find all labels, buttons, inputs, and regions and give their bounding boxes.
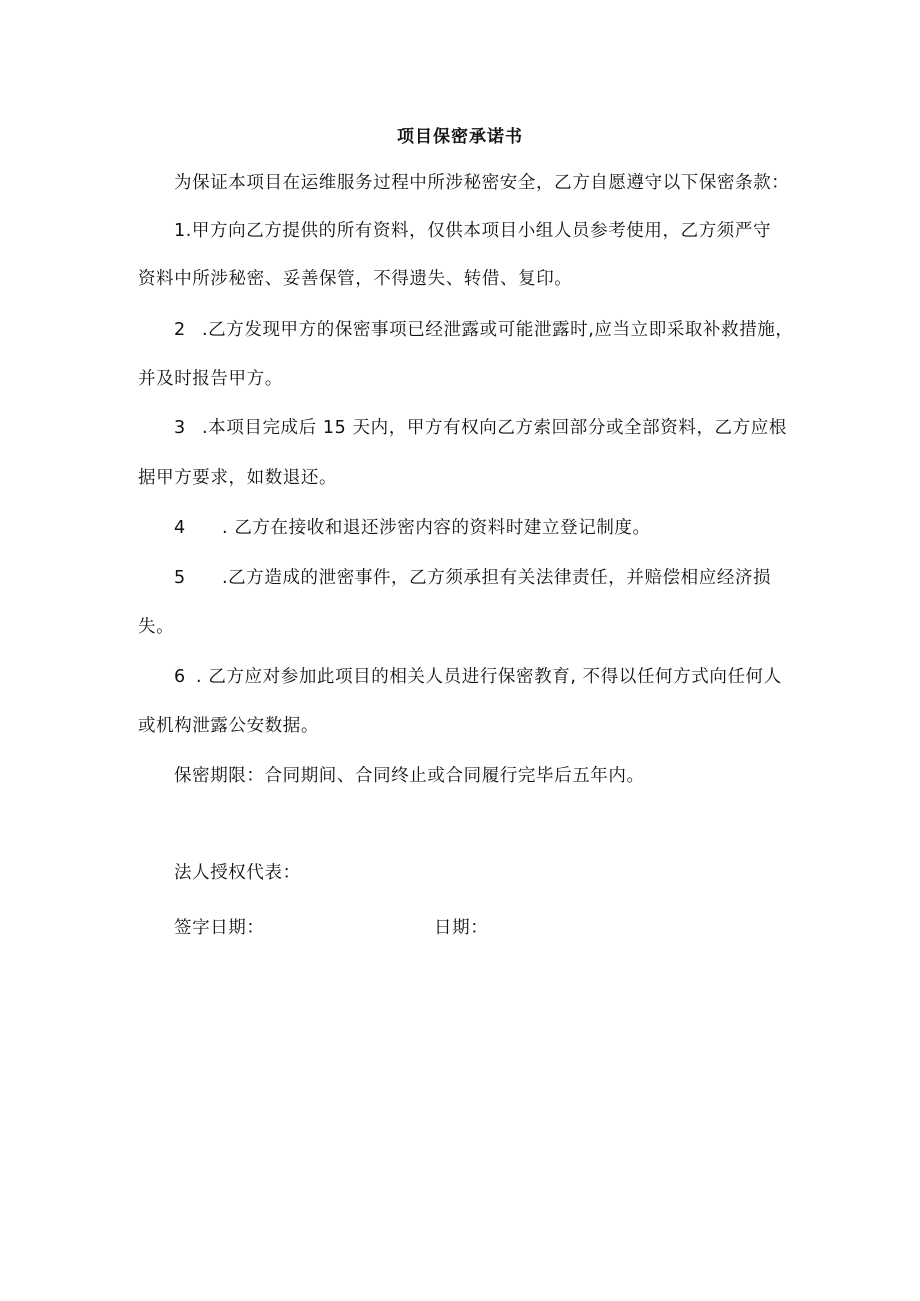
sign-date-label: 签字日期： <box>174 918 265 938</box>
clause-6 <box>174 665 782 689</box>
clause-4 <box>174 516 651 540</box>
clause-5 <box>174 566 771 590</box>
clause-6-line-2: 或机构泄露公安数据。 <box>138 716 319 736</box>
clause-2 <box>174 318 794 342</box>
clause-3-number: 3 <box>174 418 186 438</box>
intro-paragraph: 为保证本项目在运维服务过程中所涉秘密安全，乙方自愿遵守以下保密条款： <box>174 173 790 193</box>
clause-1 <box>174 219 771 243</box>
clause-1-line-1: 甲方向乙方提供的所有资料，仅供本项目小组人员参考使用，乙方须严守 <box>191 221 772 241</box>
clause-5-line-1: .乙方造成的泄密事件，乙方须承担有关法律责任，并赔偿相应经济损 <box>222 568 772 588</box>
confidentiality-period: 保密期限：合同期间、合同终止或合同履行完毕后五年内。 <box>174 766 645 786</box>
clause-3-line-1: .本项目完成后 15 天内，甲方有权向乙方索回部分或全部资料，乙方应根 <box>202 418 787 438</box>
clause-6-line-1: . 乙方应对参加此项目的相关人员进行保密教育, 不得以任何方式向任何人 <box>196 667 782 687</box>
clause-2-line-1: .乙方发现甲方的保密事项已经泄露或可能泄露时,应当立即采取补救措施， <box>202 320 794 340</box>
clause-6-number: 6 <box>174 667 186 687</box>
clause-2-number: 2 <box>174 320 186 340</box>
date-label: 日期： <box>434 918 489 938</box>
clause-1-line-2: 资料中所涉秘密、妥善保管，不得遗失、转借、复印。 <box>138 269 573 289</box>
clause-3 <box>174 416 787 440</box>
clause-1-number: 1. <box>174 221 192 241</box>
representative-label: 法人授权代表： <box>174 863 301 883</box>
clause-5-number: 5 <box>174 568 186 588</box>
clause-4-number: 4 <box>174 518 186 538</box>
clause-3-line-2: 据甲方要求，如数退还。 <box>138 468 338 488</box>
clause-2-line-2: 并及时报告甲方。 <box>138 369 283 389</box>
clause-5-line-2: 失。 <box>138 617 175 637</box>
document-title: 项目保密承诺书 <box>397 127 523 147</box>
clause-4-line-1: . 乙方在接收和退还涉密内容的资料时建立登记制度。 <box>222 518 651 538</box>
